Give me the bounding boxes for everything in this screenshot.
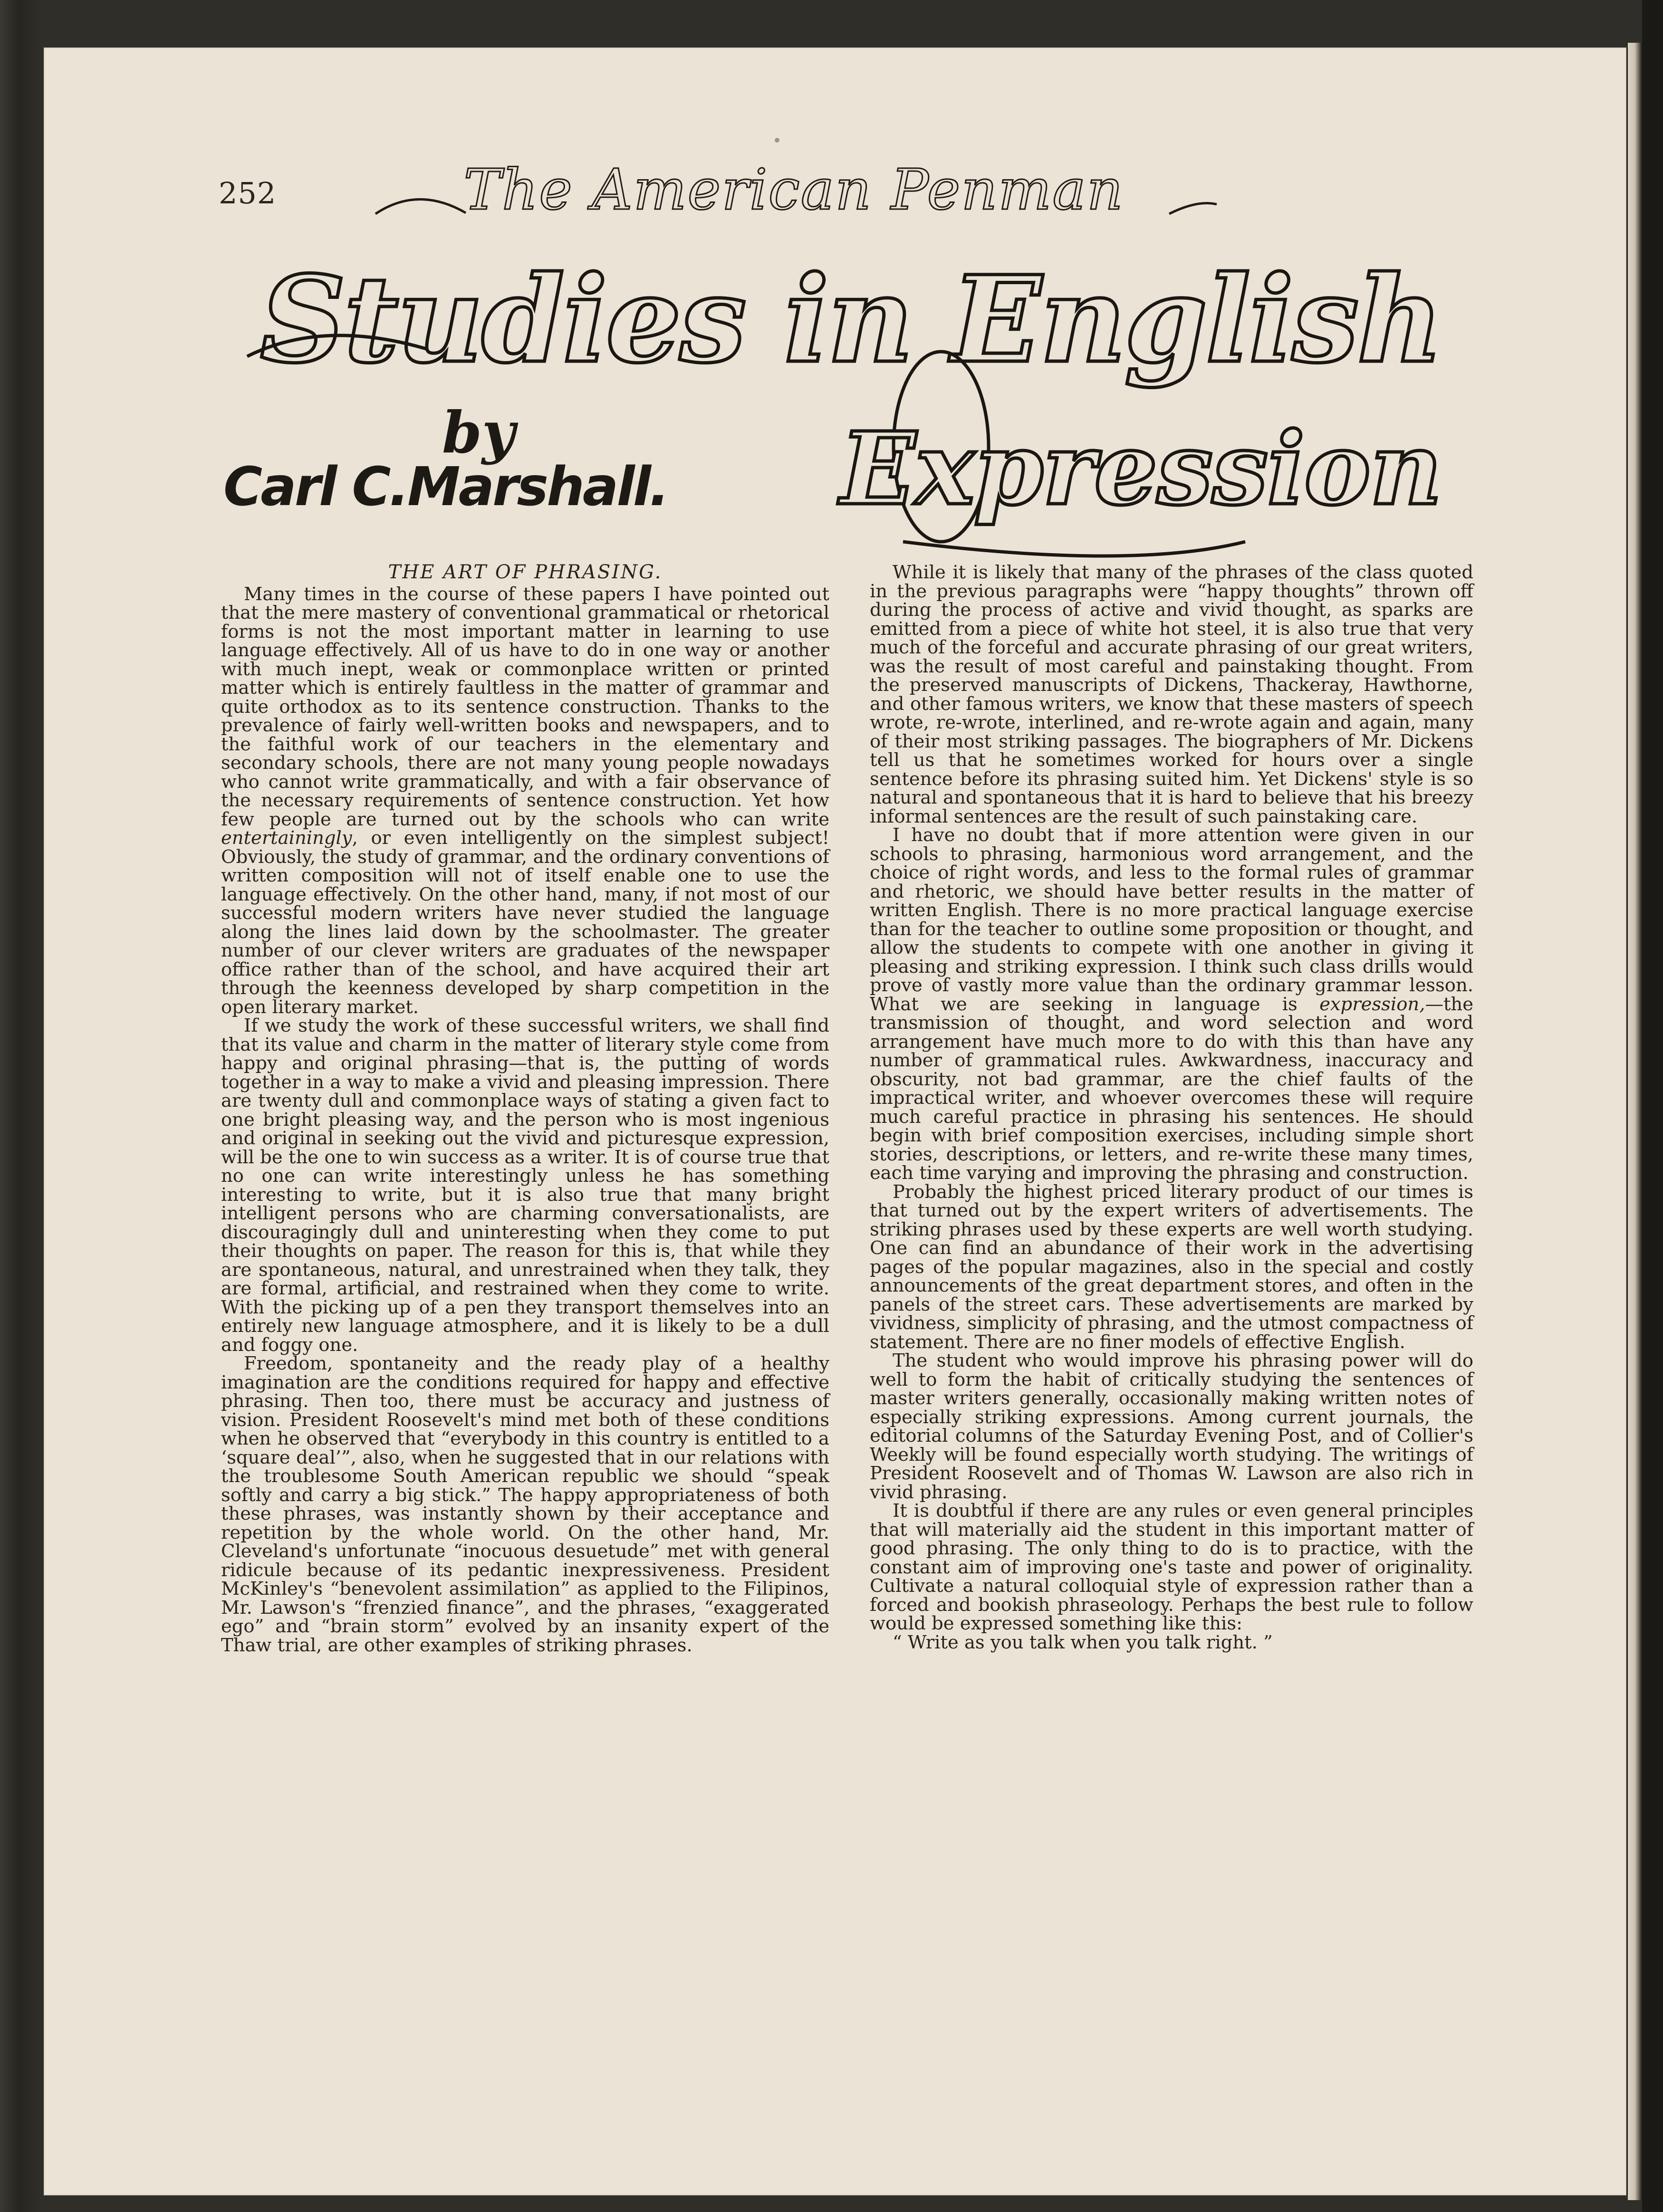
svg-text:Studies in English: Studies in English — [260, 249, 1442, 389]
print-speck — [775, 138, 779, 143]
paragraph-text: Many times in the course of these papers I have pointed out that the mere mastery of conventional grammatical or rhetorical forms is not the most important matter in learning to use language effectively. All of us have to do in one way or another with much inept, weak or commonplace written or printed matter which is entirely faultless in the matter of grammar and quite orthodox as to its sentence construction. Thanks to the prevalence of fairly well-written books and newspapers, and to the faithful work of our teachers in the elementary and secondary schools, there are not many young people nowadays who cannot write grammatically, and with a fair observance of the necessary requirements of sentence construction. Yet how few people are turned out by the schools who can write — [221, 583, 829, 830]
paragraph-text: —the transmission of thought, and word selection and word arrangement have much more to do with this than have any number of grammatical rules. Awkwardness, inaccuracy and obscurity, not bad grammar, are the chief faults of the impractical writer, and whoever overcomes these will require much careful practice in phrasing his sentences. He should begin with brief composition exercises, including simple short stories, descriptions, or letters, and re-write these many times, each time varying and improving the phrasing and construction. — [870, 993, 1473, 1184]
left-column — [221, 563, 829, 1655]
byline-by: by — [442, 399, 515, 466]
byline-author: Carl C.Marshall. — [223, 456, 668, 518]
svg-text:The American Penman: The American Penman — [463, 157, 1124, 222]
paragraph: It is doubtful if there are any rules or even general principles that will materially aid the student in this important matter of good phrasing. The only thing to do is to practice, with the constant aim of improving one's taste and power of originality. Cultivate a natural colloquial style of expression rather than a forced and bookish phraseology. Perhaps the best rule to follow would be expressed something like this: — [870, 1500, 1473, 1634]
page-number: 252 — [219, 176, 277, 211]
italic-word: entertainingly — [221, 827, 352, 849]
paragraph — [221, 585, 829, 1017]
binding-shadow — [1642, 0, 1663, 2212]
section-heading: THE ART OF PHRASING. — [388, 561, 663, 583]
running-head-logo — [361, 157, 1226, 228]
paragraph: While it is likely that many of the phrases of the class quoted in the previous paragraphs were “happy thoughts” thrown off during the process of active and vivid thought, as sparks are emitted from a piece of white hot steel, it is also true that very much of the forceful and accurate phrasing of our great writers, was the result of most careful and painstaking thought. From the preserved manuscripts of Dickens, Thackeray, Hawthorne, and other famous writers, we know that these masters of speech wrote, re-wrote, interlined, and re-wrote again and again, many of their most striking passages. The biographers of Mr. Dickens tell us that he sometimes worked for hours over a single sentence before its phrasing suited him. Yet Dickens' style is so natural and spontaneous that it is hard to believe that his breezy informal sentences are the result of such painstaking care. — [870, 562, 1473, 827]
paragraph: Freedom, spontaneity and the ready play of a healthy imagination are the conditions required for happy and effective phrasing. Then too, there must be accuracy and justness of vision. President Roosevelt's mind met both of these conditions when he observed that “everybody in this country is entitled to a ‘square deal’”, also, when he suggested that in our relations with the troublesome South American republic we should “speak softly and carry a big stick.” The happy appropriateness of both these phrases, was instantly shown by their acceptance and repetition by the whole world. On the other hand, Mr. Cleveland's unfortunate “inocuous desuetude” met with general ridicule because of its pedantic inexpressiveness. President McKinley's “benevolent assimilation” as applied to the Filipinos, Mr. Lawson's “frenzied finance”, and the phrases, “exaggerated ego” and “brain storm” evolved by an insanity expert of the Thaw trial, are other examples of striking phrases. — [221, 1353, 829, 1656]
paragraph: The student who would improve his phrasing power will do well to form the habit of critically studying the sentences of master writers generally, occasionally making written notes of especially striking expressions. Among current journals, the editorial columns of the Saturday Evening Post, and of Collier's Weekly will be found especially worth studying. The writings of President Roosevelt and of Thomas W. Lawson are also rich in vivid phrasing. — [870, 1350, 1473, 1503]
paragraph — [870, 826, 1473, 1183]
paragraph-text: , or even intelligently on the simplest subject! Obviously, the study of grammar, and the ordinary conventions of written composition will not of itself enable one to use the language effectively. On the other hand, many, if not most of our successful modern writers have never studied the language along the lines laid down by the schoolmaster. The greater number of our clever writers are graduates of the newspaper office rather than of the school, and have acquired their art through the keenness developed by sharp competition in the open literary market. — [221, 827, 829, 1018]
italic-word: expression, — [1319, 993, 1425, 1015]
paragraph: If we study the work of these successful writers, we shall find that its value and charm in the matter of literary style come from happy and original phrasing—that is, the putting of words together in a way to make a vivid and pleasing impression. There are twenty dull and commonplace ways of stating a given fact to one bright pleasing way, and the person who is most ingenious and original in seeking out the vivid and picturesque expression, will be the one to win success as a writer. It is of course true that no one can write interestingly unless he has something interesting to write, but it is also true that many bright intelligent persons who are charming conversationalists, are discouragingly dull and uninteresting when they come to put their thoughts on paper. The reason for this is, that while they are spontaneous, natural, and unrestrained when they talk, they are formal, artificial, and restrained when they come to write. With the picking up of a pen they transport themselves into an entirely new language atmosphere, and it is likely to be a dull and foggy one. — [221, 1015, 829, 1356]
title-lettering — [228, 238, 1473, 580]
right-column — [870, 563, 1473, 1652]
page-edge — [1628, 43, 1642, 2200]
closing-quote: “ Write as you talk when you talk right. ” — [893, 1631, 1273, 1653]
paragraph: Probably the highest priced literary product of our times is that turned out by the expert writers of advertisements. The striking phrases used by these experts are well worth studying. One can find an abundance of their work in the advertising pages of the popular magazines, also in the special and costly announcements of the great department stores, and often in the panels of the street cars. These advertisements are marked by vividness, simplicity of phrasing, and the utmost compactness of statement. There are no finer models of effective English. — [870, 1181, 1473, 1353]
svg-text:Expression: Expression — [840, 410, 1442, 527]
paragraph-text: I have no doubt that if more attention were given in our schools to phrasing, harmonious word arrangement, and the choice of right words, and less to the formal rules of grammar and rhetoric, we should have better results in the matter of written English. There is no more practical language exercise than for the teacher to outline some proposition or thought, and allow the students to compete with one another in giving it pleasing and striking expression. I think such class drills would prove of vastly more value than the ordinary grammar lesson. What we are seeking in language is — [870, 824, 1473, 1015]
